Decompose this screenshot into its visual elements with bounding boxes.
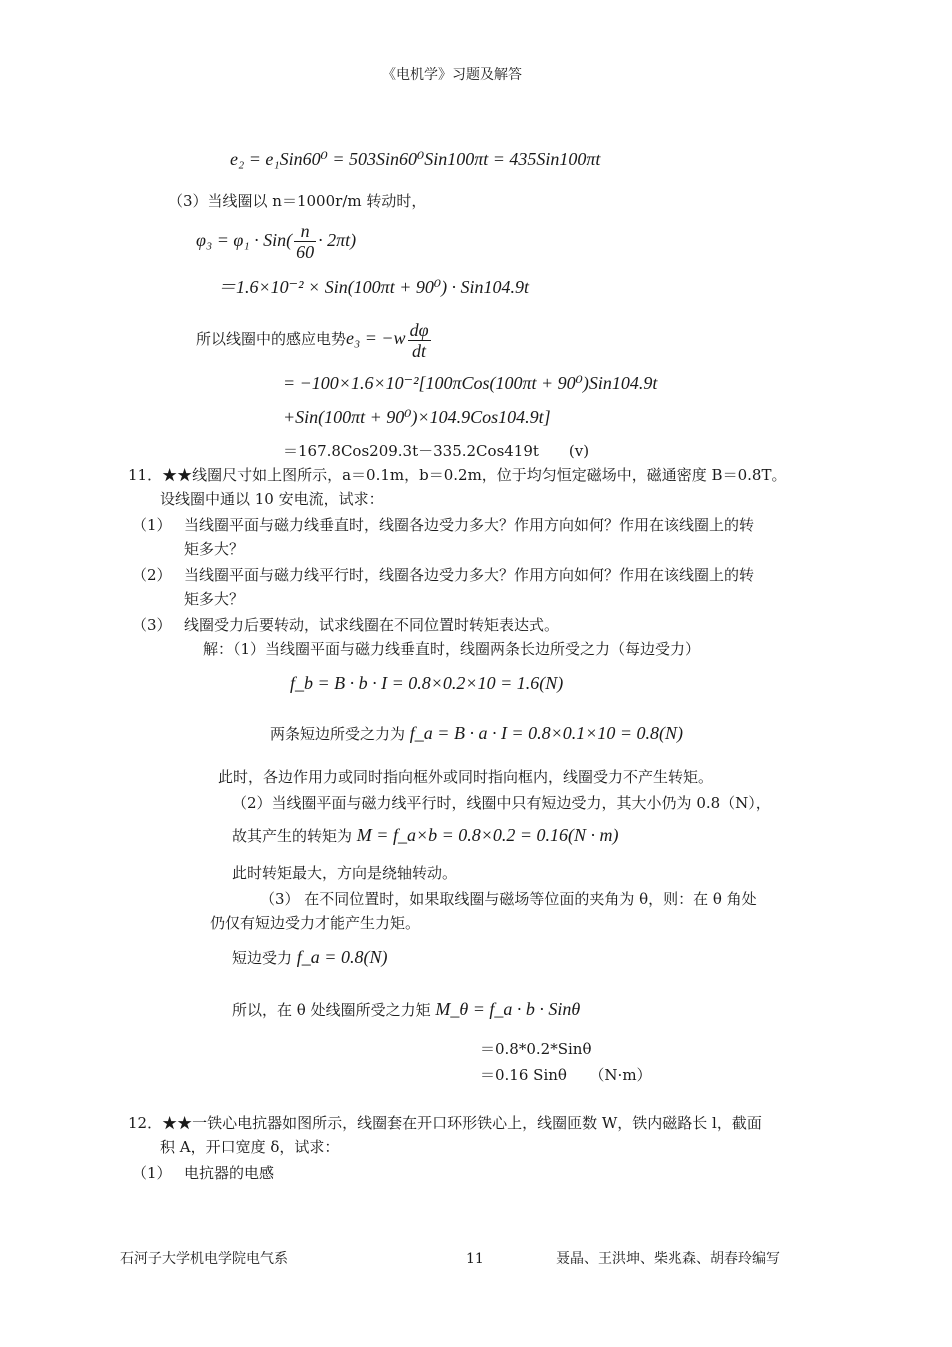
q11-item2-number: （2） (132, 566, 172, 584)
fraction-dphi-dt (408, 320, 431, 361)
footer-authors: 聂晶、王洪坤、柴兆森、胡春玲编写 (556, 1251, 780, 1267)
q11-line1: 11．★★线圈尺寸如上图所示，a＝0.1m，b＝0.2m，位于均匀恒定磁场中，磁通密度 B＝0.8T。 (128, 466, 787, 484)
short-side-text: 两条短边所受之力为 (270, 725, 406, 743)
page-header: 《电机学》习题及解答 (382, 67, 522, 83)
short-side-force-line (232, 946, 387, 969)
q11-item3-number: （3） (132, 616, 172, 634)
torque-theta-line (232, 998, 580, 1021)
equation-Mtheta-step2: ＝0.8*0.2*Sinθ (480, 1040, 592, 1058)
emf-expansion-1: = −100×1.6×10⁻²[100πCos(100πt + 90⁰)Sin104.9t (283, 373, 658, 393)
equation-fa: f_a = B · a · I = 0.8×0.1×10 = 0.8(N) (409, 723, 684, 743)
equation-Mtheta: M_θ = f_a · b · Sinθ (435, 999, 581, 1019)
emf-line (196, 318, 433, 361)
footer-department: 石河子大学机电学院电气系 (120, 1251, 288, 1267)
q11-item3-text: 线圈受力后要转动，试求线圈在不同位置时转矩表达式。 (184, 616, 560, 634)
q12-item1-number: （1） (132, 1164, 172, 1182)
fraction-denominator: dt (412, 340, 427, 361)
fraction-denominator: 60 (296, 242, 315, 263)
fraction-n-over-60 (294, 221, 316, 262)
solution-part1: 解：（1）当线圈平面与磁力线垂直时，线圈两条长边所受之力（每边受力） (203, 640, 701, 658)
q11-item1-text: 当线圈平面与磁力线垂直时，线圈各边受力多大？作用方向如何？作用在该线圈上的转 (184, 516, 755, 534)
equation-phi3-expanded: ＝1.6×10⁻² × Sin(100πt + 90⁰) · Sin104.9t (218, 277, 530, 297)
short-side-force (270, 722, 683, 745)
fraction-numerator: n (294, 221, 316, 242)
torque-theta-text: 所以，在 θ 处线圈所受之力矩 (232, 1001, 431, 1019)
solution-part2: （2）当线圈平面与磁力线平行时，线圈中只有短边受力，其大小仍为 0.8（N）， (232, 794, 771, 812)
equation-fb: f_b = B · b · I = 0.8×0.2×10 = 1.6(N) (290, 673, 564, 693)
q12-item1-text: 电抗器的电感 (184, 1164, 275, 1182)
q11-item2-text-cont: 矩多大？ (184, 590, 245, 608)
solution-part2-conclusion: 此时转矩最大，方向是绕轴转动。 (232, 864, 458, 882)
q11-item1-text-cont: 矩多大？ (184, 540, 245, 558)
solution-part3-line2: 仍仅有短边受力才能产生力矩。 (210, 914, 421, 932)
torque-line (232, 824, 619, 847)
q11-item2-text: 当线圈平面与磁力线平行时，线圈各边受力多大？作用方向如何？作用在该线圈上的转 (184, 566, 755, 584)
emf-expansion-2: +Sin(100πt + 90⁰)×104.9Cos104.9t] (283, 407, 551, 427)
emf-result: ＝167.8Cos209.3t－335.2Cos419t (v) (283, 442, 590, 460)
torque-text: 故其产生的转矩为 (232, 827, 353, 845)
equation-e2: e₂ = e₁Sin60⁰ = 503Sin60⁰Sin100πt = 435Sin100πt (230, 149, 601, 169)
emf-lhs: e₃ = −w (346, 328, 406, 348)
equation-fa-value: f_a = 0.8(N) (296, 947, 388, 967)
equation-Mtheta-step3: ＝0.16 Sinθ （N·m） (480, 1066, 652, 1084)
equation-phi3-lhs: φ₃ = φ₁ · Sin( (196, 230, 293, 250)
emf-text: 所以线圈中的感应电势 (196, 330, 347, 348)
equation-phi3-rhs: · 2πt) (318, 230, 357, 250)
q12-line2: 积 A，开口宽度 δ，试求： (160, 1138, 340, 1156)
solution-part3-line1: （3） 在不同位置时，如果取线圈与磁场等位面的夹角为 θ，则：在 θ 角处 (260, 890, 757, 908)
q11-line2: 设线圈中通以 10 安电流，试求： (160, 490, 384, 508)
footer-page-number: 11 (466, 1251, 484, 1267)
short-force-text: 短边受力 (232, 949, 293, 967)
part3-intro: （3）当线圈以 n＝1000r/m 转动时， (168, 192, 427, 210)
equation-phi3 (196, 220, 356, 262)
solution-part1-conclusion: 此时，各边作用力或同时指向框外或同时指向框内，线圈受力不产生转矩。 (218, 768, 714, 786)
equation-M: M = f_a×b = 0.8×0.2 = 0.16(N · m) (356, 825, 619, 845)
fraction-numerator: dφ (409, 319, 429, 340)
q11-item1-number: （1） (132, 516, 172, 534)
q12-line1: 12．★★一铁心电抗器如图所示，线圈套在开口环形铁心上，线圈匝数 W，铁内磁路长 l，截面 (128, 1114, 762, 1132)
